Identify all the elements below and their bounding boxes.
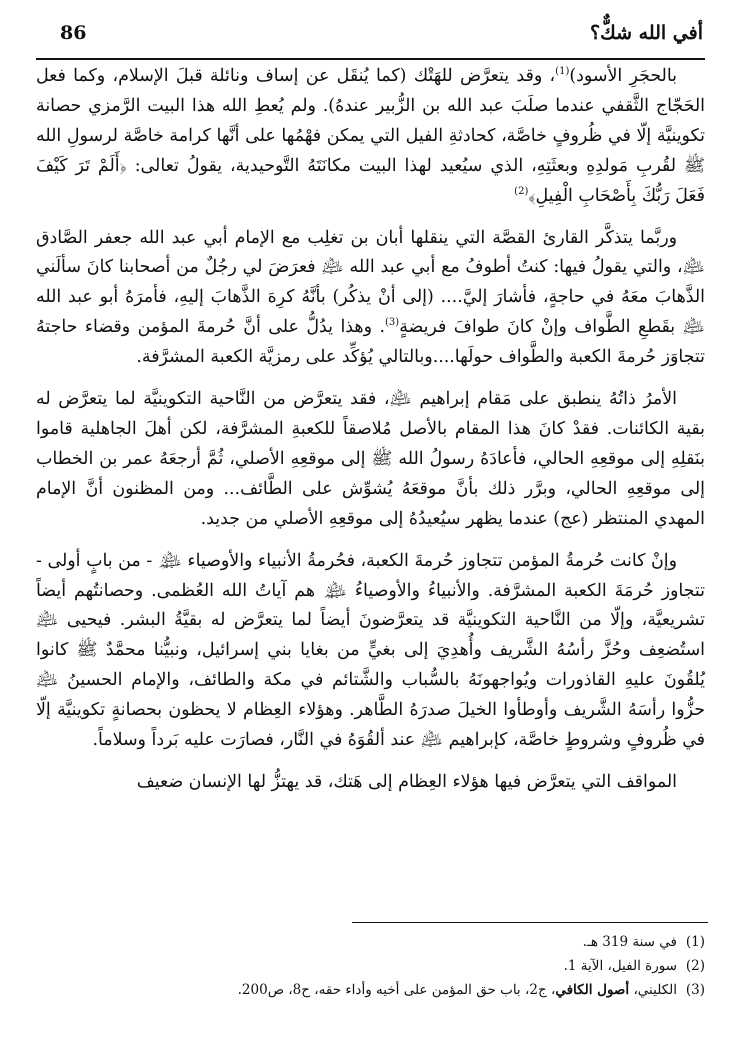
- footnote: (2)سورة الفيل، الآية 1.: [563, 958, 705, 974]
- page-number: 86: [60, 22, 87, 44]
- paragraph: بالحجَرِ الأسود)$^{(1)}$، وقد يتعرَّض للهَتْك (كما يُنقَل عن إساف ونائلة قبلَ الإسلام، وكما فعل الحَجّاج الثَّقفي عندما صلَبَ عبد الله بن الزُّبير عندهُ). ولم يُعطِ الله هذا البيت الرَّمزي حصانة تكوينيَّة إلّا في ظُروفٍ خاصَّة، كحادثةِ الفيل التي يمكن فهْمُها على أنَّها كرامة خاصَّة لرسولِ الله ﷺ لقُربِ مَولدِهِ وبعثَتِهِ، الذي سيُعيد لهذا البيت مكانَتَهُ التَّوحيدية، يقولُ تعالى: ﴿أَلَمْ تَرَ كَيْفَ فَعَلَ رَبُّكَ بِأَصْحَابِ الْفِيلِ﴾$^{(2)}$: [36, 66, 705, 206]
- main-text: [36, 62, 705, 810]
- paragraph: وإنْ كانت حُرمةُ المؤمن تتجاوز حُرمةَ الكعبة، فحُرمةُ الأنبياء والأوصياء ﵈ - من بابٍ أولى - تتجاوز حُرمَةَ الكعبة المشرَّفة. والأنبياءُ والأوصياءُ ﵈ هم آياتُ الله العُظمى. وحصانتُهم أيضاً تشريعيَّة، وإلّا من النَّاحية التكوينيَّة قد يتعرَّضونَ أيضاً لما يتعرَّض له بقيَّةُ البشر. فيحيى ﵇ استُضعِف وحُزَّ رأسُهُ الشَّريف وأُهدِيَ إلى بغيٍّ من بغايا بني إسرائيل، ونبيُّنا محمَّدٌ ﷺ كانوا يُلقُونَ عليهِ القاذورات ويُواجهونَهُ بالسُّباب والشَّتائم في مكة والطائف، والإمام الحسينُ ﵇ حزُّوا رأسَهُ الشَّريف وأوطأوا الخيلَ صدرَهُ الطَّاهر. وهؤلاء العِظام لا يحظون بحصانةٍ تكوينيَّة إلّا في ظُروفٍ وشروطٍ خاصَّة، كإبراهيم ﵇ عند ألقُوَهُ في النَّار، فصارَت عليه بَرداً وسلاماً.: [36, 550, 705, 751]
- footnote-ref[interactable]: (3): [385, 317, 400, 329]
- footnote-divider: [352, 922, 708, 923]
- header-divider: [36, 58, 705, 60]
- footnotes: [36, 930, 705, 1002]
- footnote-ref[interactable]: (1): [555, 66, 570, 78]
- footnote: (3)الكليني، أصول الكافي، ج2، باب حق المؤمن على أخيه وأداء حقه، ح8، ص200.: [237, 982, 705, 998]
- footnote-ref[interactable]: (2): [514, 185, 529, 197]
- page-header: [60, 22, 703, 54]
- running-title: أفي الله شكٌّ؟: [590, 22, 703, 44]
- book-title: أصول الكافي: [555, 982, 630, 998]
- paragraph: وربَّما يتذكَّر القارئ القصَّة التي ينقلها أبان بن تغلِب مع الإمام أبي عبد الله جعفر الصَّادق ﵇، والتي يقولُ فيها: كنتُ أطوفُ مع أبي عبد الله ﵇ فعرَضَ لي رجُلٌ من أصحابنا كانَ سألَني الذَّهابَ معَهُ في حاجةٍ، فأشارَ إليَّ.... (إلى أنْ يذكُر) بأنَّهُ كرِهَ الذَّهابَ إليهِ، فأمرَهُ أبو عبد الله ﵇ بقَطعِ الطَّواف وإنْ كانَ طوافَ فريضةٍ$^{(3)}$. وهذا يدُلُّ على أنَّ حُرمةَ المؤمن وقضاء حاجتهُ تتجاوَز حُرمةَ الكعبة والطَّواف حولَها....وبالتالي يُؤكِّد على رمزيَّة الكعبة المشرَّفة.: [36, 227, 706, 368]
- footnote: (1)في سنة 319 هـ.: [582, 934, 705, 950]
- paragraph: الأمرُ ذاتُهُ ينطبق على مَقام إبراهيم ﵇، فقد يتعرَّض من النَّاحية التكوينيَّة لما يتعرَّض له بقية الكائنات. فقدْ كانَ هذا المقام بالأصل مُلاصقاً للكعبةِ المشرَّفة، لكن أهلَ الجاهلية قاموا بنَقلِهِ إلى موقعِهِ الحالي، فأعادَهُ رسولُ الله ﷺ إلى موقعِهِ الأصلي، ثُمَّ أرجعَهُ عمر بن الخطاب إلى موقعِهِ الحالي، وبرَّر ذلك بأنَّ موقعَهُ يُشوِّش على الطَّائف... ومن المظنون أنَّ الإمام المهدي المنتظر (عج) عندما يظهر سيُعيدُهُ إلى موقعِهِ الأصلي من جديد.: [36, 389, 705, 529]
- paragraph: المواقف التي يتعرَّض فيها هؤلاء العِظام إلى هَتك، قد يهتزُّ لها الإنسان ضعيف: [136, 771, 677, 792]
